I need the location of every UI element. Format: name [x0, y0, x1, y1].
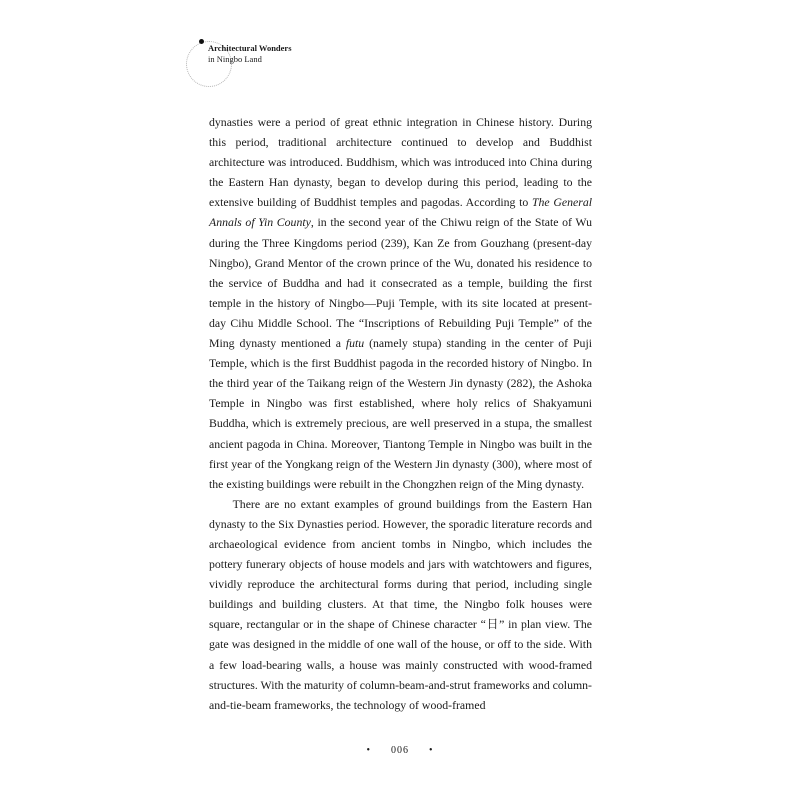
text-run: , in the second year of the Chiwu reign of the State of Wu during the Three Kingdoms period (239), Kan Ze from Gouzhang (present-day Ningbo), Grand Mentor of the crown prince of the Wu, donated his residence to the service of Buddha and had it consecrated as a temple, building the first temple in the history of Ningbo—Puji Temple, with its site located at present-day Cihu Middle School. The “Inscriptions of Rebuilding Puji Temple” of the Ming dynasty mentioned a — [209, 215, 592, 351]
text-run: There are no extant examples of ground buildings from the Eastern Han dynasty to the Six Dynasties period. However, the sporadic literature records and archaeological evidence from ancient tombs in Ningbo, which includes the pottery funerary objects of house models and jars with watchtowers and figures, vividly reproduce the architectural forms during that period, including single buildings and building clusters. At that time, the Ningbo folk houses were square, rectangular or in the shape of Chinese character “日” in plan view. The gate was designed in the middle of one wall of the house, or off to the side. With a few load-bearing walls, a house was mainly constructed with wood-framed structures. With the maturity of column-beam-and-strut frameworks and column-and-tie-beam frameworks, the technology of wood-framed — [209, 496, 592, 712]
running-header — [186, 36, 326, 86]
paragraph-1 — [209, 112, 592, 494]
footer-right-dot-icon: • — [429, 745, 434, 756]
book-title-italic: The General Annals of Yin County — [209, 195, 592, 230]
term-italic: futu — [345, 336, 365, 351]
paragraph-2 — [209, 494, 592, 715]
header-subtitle: in Ningbo Land — [208, 54, 262, 64]
header-dot-icon — [199, 39, 204, 44]
page-footer — [0, 745, 800, 756]
footer-left-dot-icon: • — [366, 745, 371, 756]
header-title: Architectural Wonders — [208, 43, 292, 53]
text-run: (namely stupa) standing in the center of Puji Temple, which is the first Buddhist pagoda in the recorded history of Ningbo. In the third year of the Taikang reign of the Western Jin dynasty (282), the Ashoka Temple in Ningbo was first established, where holy relics of Shakyamuni Buddha, which is extremely precious, are well preserved in a stupa, the smallest ancient pagoda in China. Moreover, Tiantong Temple in Ningbo was built in the first year of the Yongkang reign of the Western Jin dynasty (300), where most of the existing buildings were rebuilt in the Chongzhen reign of the Ming dynasty. — [209, 336, 592, 491]
text-run: dynasties were a period of great ethnic integration in Chinese history. During this period, traditional architecture continued to develop and Buddhist architecture was introduced. Buddhism, which was introduced into China during the Eastern Han dynasty, began to develop during this period, leading to the extensive building of Buddhist temples and pagodas. According to — [209, 115, 592, 210]
body-text — [209, 112, 592, 715]
page-number: 006 — [391, 745, 409, 756]
